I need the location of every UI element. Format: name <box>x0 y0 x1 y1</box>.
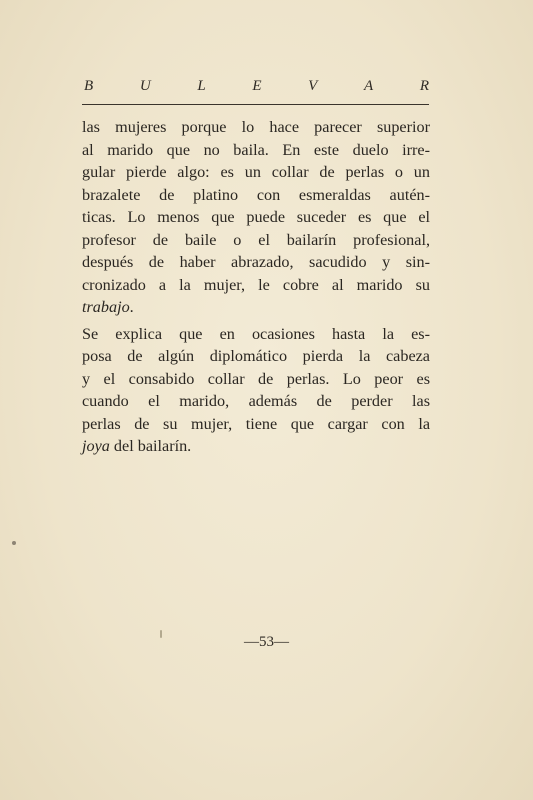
running-head-letter: V <box>308 78 318 94</box>
text-run: brazalete de platino con esmeraldas autén- <box>82 185 430 204</box>
paragraph <box>82 323 430 458</box>
text-run: gular pierde algo: es un collar de perlas o un <box>82 163 430 181</box>
page-number: —53— <box>244 634 289 650</box>
paper-speck <box>160 630 162 638</box>
text-run: perlas de su mujer, tiene que cargar con la <box>82 414 430 433</box>
running-head <box>84 78 429 95</box>
text-run: después de haber abrazado, sacudido y sin- <box>82 253 430 271</box>
text-run: Se explica que en ocasiones hasta la es- <box>82 324 430 343</box>
text-run: . <box>129 298 134 316</box>
text-line <box>82 323 430 346</box>
body-text <box>82 116 430 458</box>
header-rule <box>82 104 429 105</box>
paper-speck <box>12 541 16 545</box>
paragraph <box>82 116 430 319</box>
running-head-letter: L <box>197 78 206 94</box>
running-head-letter: U <box>139 78 151 94</box>
text-line <box>82 435 430 458</box>
text-line <box>82 274 430 297</box>
text-line <box>82 251 430 274</box>
text-run: posa de algún diplomático pierda la cabeza <box>82 347 430 365</box>
text-run: y el consabido collar de perlas. Lo peor es <box>82 369 430 388</box>
running-head-letter: E <box>252 78 262 94</box>
text-line <box>82 161 430 184</box>
italic-word: joya <box>82 437 110 455</box>
text-line <box>82 296 430 319</box>
text-run: profesor de baile o el bailarín profesional, <box>82 230 430 249</box>
text-line <box>82 229 430 252</box>
text-line <box>82 139 430 162</box>
text-line <box>82 116 430 139</box>
text-run: al marido que no baila. En este duelo irre- <box>82 140 430 159</box>
text-run: cronizado a la mujer, le cobre al marido su <box>82 275 430 294</box>
running-head-letter: A <box>363 78 374 94</box>
text-line <box>82 345 430 368</box>
text-run: cuando el marido, además de perder las <box>82 392 430 410</box>
text-run: del bailarín. <box>109 437 192 455</box>
text-line <box>82 368 430 391</box>
text-line <box>82 184 430 207</box>
text-line <box>82 413 430 436</box>
text-line <box>82 206 430 229</box>
text-line <box>82 390 430 413</box>
text-run: las mujeres porque lo hace parecer superior <box>82 118 430 136</box>
italic-word: trabajo <box>82 298 130 316</box>
running-head-letter: R <box>419 78 429 94</box>
text-run: ticas. Lo menos que puede suceder es que el <box>82 208 430 226</box>
running-head-letter: B <box>84 78 94 94</box>
